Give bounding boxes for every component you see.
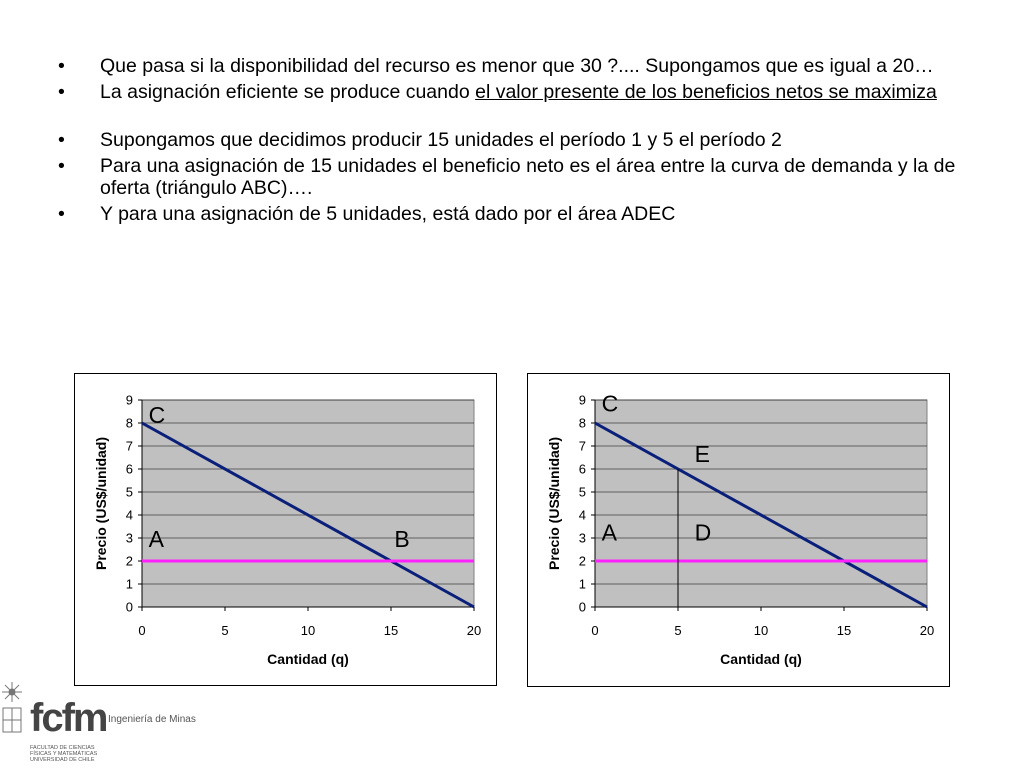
bullet-item	[58, 81, 958, 103]
point-label-a: A	[601, 519, 617, 546]
y-tick-label: 3	[578, 530, 586, 546]
y-axis-title: Precio (US$/unidad)	[93, 436, 109, 571]
x-tick-label: 20	[466, 623, 482, 638]
y-tick-label: 0	[578, 599, 586, 615]
department-label: Ingeniería de Minas	[108, 714, 196, 725]
y-tick-label: 6	[578, 461, 586, 477]
plot-area	[142, 400, 474, 607]
bullet-text: Que pasa si la disponibilidad del recurso es menor que 30 ?.... Supongamos que es igual a 20…	[100, 55, 934, 77]
x-tick-label: 20	[919, 623, 935, 638]
bullet-item	[58, 129, 958, 151]
y-tick-label: 6	[125, 461, 133, 477]
point-label-c: C	[601, 390, 619, 417]
x-axis-title: Cantidad (q)	[720, 651, 802, 667]
bullet-text: Y para una asignación de 5 unidades, está dado por el área ADEC	[100, 203, 676, 225]
bullet-text: Supongamos que decidimos producir 15 unidades el período 1 y 5 el período 2	[100, 129, 782, 151]
y-tick-label: 2	[578, 553, 586, 569]
x-axis-title: Cantidad (q)	[267, 651, 349, 667]
y-tick-label: 1	[578, 576, 586, 592]
bullet-item	[58, 155, 958, 199]
y-tick-label: 4	[578, 507, 586, 523]
y-tick-label: 1	[125, 576, 133, 592]
y-axis-title: Precio (US$/unidad)	[546, 436, 562, 571]
x-tick-label: 15	[383, 623, 399, 638]
plot-area	[595, 400, 927, 607]
chart-left	[74, 373, 497, 686]
y-tick-label: 2	[125, 553, 133, 569]
x-tick-label: 10	[300, 623, 316, 638]
y-tick-label: 4	[125, 507, 133, 523]
y-tick-label: 9	[578, 392, 586, 408]
x-tick-label: 5	[674, 623, 682, 638]
y-tick-label: 8	[125, 415, 133, 431]
y-tick-label: 9	[125, 392, 133, 408]
y-tick-label: 5	[578, 484, 586, 500]
x-tick-label: 5	[221, 623, 229, 638]
x-tick-label: 0	[591, 623, 599, 638]
point-label-e: E	[694, 441, 710, 468]
y-tick-label: 7	[125, 438, 133, 454]
chart-left-svg	[75, 374, 496, 685]
x-tick-label: 0	[138, 623, 146, 638]
y-tick-label: 7	[578, 438, 586, 454]
point-label-d: D	[694, 519, 712, 546]
chart-right-svg	[528, 374, 949, 686]
faculty-label: FACULTAD DE CIENCIAS FÍSICAS Y MATEMÁTICAS UNIVERSIDAD DE CHILE	[30, 745, 98, 763]
bullet-item	[58, 203, 958, 225]
point-label-c: C	[148, 402, 166, 428]
point-label-b: B	[394, 526, 410, 553]
x-tick-label: 15	[836, 623, 852, 638]
y-tick-label: 0	[125, 599, 133, 615]
bullet-text: Para una asignación de 15 unidades el beneficio neto es el área entre la curva de demanda y la de oferta (triángulo ABC)….	[100, 155, 956, 199]
x-tick-label: 10	[753, 623, 769, 638]
point-label-a: A	[148, 526, 164, 553]
chart-right	[527, 373, 950, 687]
bullet-text: La asignación eficiente se produce cuando	[100, 81, 476, 103]
y-tick-label: 3	[125, 530, 133, 546]
underlined-phrase: el valor presente de los beneficios netos se maximiza	[475, 81, 937, 103]
y-tick-label: 8	[578, 415, 586, 431]
bullet-item	[58, 55, 958, 77]
y-tick-label: 5	[125, 484, 133, 500]
bullet-list	[58, 55, 958, 225]
fcfm-logo: fcfm	[30, 696, 107, 740]
